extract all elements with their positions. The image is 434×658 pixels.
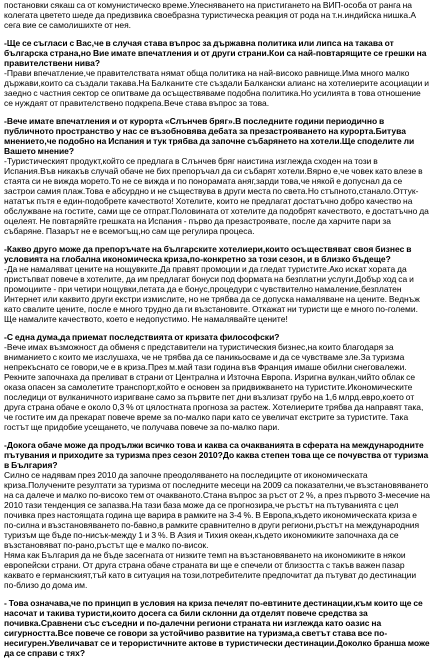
spacer (4, 324, 430, 328)
answer-paragraph: -Прави впечатление,че правителствата нямат обща политика на най-високо равнище.Има много малко държави,които са създали такава.На Балканите сте създали Балкански алианс на хотелиерите асоциации и заедно с частния сектор се опитваме да осъществяваме подобна политика.Но усилията в това отношение се нуждаят от правителствено подкрепа.Вече става въпрос за това. (4, 68, 429, 108)
question-paragraph: -Ще се съгласи с Вас,че в случая става въпрос за държавна политика или липса на такава от българска страна,но Вие имате впечатления и от други страни.Кои са най-повтарящите се грешки на правителствени нива? (4, 38, 427, 68)
question-paragraph: -Вече имате впечатления и от курорта «Слънчев бряг».В последните години периодично в публичното пространство у нас се възобновява дебата за презастрояването на курорта.Битува мнението,че подобно на Испания и тук трябва да започне събарянето на хотели.Ще споделите ли Вашето мнение? (4, 116, 415, 156)
question-paragraph: -Докога обаче може да продължи всичко това и каква са очакванията в сферата на международните пътувания и приходите за туризма през сезон 2010?До каква степен това ще се почувства от туризма в България? (4, 440, 429, 470)
question-paragraph: - Това означава,че по принцип в условия на криза печелят по-евтините дестинации,към които ще се насочат и такива туристи,които досега са били склонни да отделят повече средства за почивка.Сравнени със съседни и по-далечни региони страната ни изглежда като оазис на сигурността.Все повече се говори за устойчиво развитие на туризма,а светът става все по-несигурен.Увеличават се и терористичните актове в туристически дестинации.Доколко бранша може да се справи с тях? (4, 598, 430, 658)
answer-paragraph: постановки сякаш са от комунистическо време.Улесняването на пристигането на ВИП-особа от ранга на колегата цветето шеде да предизвика своебразна туристическа реакция от рода на т.н.индийска нишка.А сега вие се самолишихте от нея. (4, 0, 417, 30)
spacer (4, 30, 430, 34)
answer-paragraph: Няма как България да не бъде засегната от низките темп на възстановяването на икономиките в някои европейски страни. От друга страна обаче страната ви ще е спечели от близостта с такъв важен пазар каквато е германският,тъй като в ситуация на този,потребителите предпочитат да пътуват до дестинации по-близо до дома им. (4, 550, 417, 590)
answer-paragraph: Силно се надявам през 2010 да започне преодоляването на последиците от икономическата криза.Получените резултати за туризма от последните месеци на 2009 са показателни,че възстановяването на са далече и малко по-високо тем от очакваното.Стана въпрос за ръст от 2 %, а през първото 3-месечие на 2010 тази тенденция се запазва.На тази база може да се прогнозира,че ръстът на пътуванията с цел почивка през настоящата година ще варира в рамките на 3-4 %. В Европа,където икономическата криза е по-силна и възстановяването по-бавно,в рамките сравнително в други региони,ръстът на международния туризъм ще бъде по-нисък-между 1 и 3 %. В Азия и Тихия океан,където икономиките започнаха да се възстановяват по-рано,ръстът ще е малко по-висок. (4, 470, 430, 550)
spacer (4, 236, 430, 240)
question-paragraph: -С една дума,да приемат последствията от кризата философски? (4, 332, 280, 342)
answer-paragraph: -Вече имах възможност да обменя с представители на туристическия бизнес,на които благодаря за вниманието с които ме изслушаха, че не трябва да се паникьосваме и да се чувстваме зле.За туризма непрекъснато се говори,че е в криза.През м.май тази година във Франция имаше обилни снеговалежи. Рекните започнаха да преливат в страни от Централна и Източна Европа. Изригна вулкан,чийто облак се оказа опасен за самолетите транспорт,който е основен за придвижването на туристите.Икономическите последици от вулканичното изригване само за първите пет дни възлизат грубо на 1,6 млрд.евро,което от друга страна обаче е около 0,3 % от цялостната прогноза за растеж. Хотелиерите трябва да направят така, че гостите им да прекарат повече време за по-малко пари като се увеличат екстрите за туристите. Така гостът ще придобие усещането, че получава повече за по-малко пари. (4, 342, 424, 432)
spacer (4, 590, 430, 594)
answer-paragraph: -Да не намаляват цените на нощувките.Да правят промоции и да гледат туристите.Ако искат хората да пристъпват повече в хотелите, да им предлагат бонуси под формата на безплатни услуги.Добър ход са и промоциите - при четири нощувки,петата да е бонус,процедури с чувствително намаление,безплатен Интернет или каквито други екстри измислите, но не трябва да се допуска намаляване на цените. Веднъж като свалите цените, после е много трудно да ги възстановите. Откажат ни туристи ще е много по-големи. Ще намалите качеството, което е недопустимо. Не намалявайте цените! (4, 264, 420, 324)
spacer (4, 108, 430, 112)
answer-paragraph: -Туристическият продукт,който се предлага в Слънчев бряг наистина изглежда сходен на този в Испания.Във никакъв случай обаче не бих препоръчал да си събарят хотели.Вярно е,че човек като влезе в стаята си не вижда морето.То не се вижда и по понорамата аняг,зарди това,че някой е допуснал да се застрои самия плаж.Това е абсурдно и не съществува в други места по света.Но стъпното,станало.Оттук-нататък пътя е един-подобрете качеството! Хотелите, които не предлагат достатъчно добро качество на обслужване на гостите, сами ще се отпрат.Половината от хотелите да подобрят качеството, е достатъчно да оцелеят. Не повтаряйте грешката на Испания - първо да презастроявате, после да харчите пари за събаряне. Пазарът не е всемогъщ,но сам ще регулира процеса. (4, 156, 429, 236)
question-paragraph: -Какво друго може да препоръчате на българските хотелиери,които осъществяват своя бизнес в условията на глобална икономическа криза,по-конкретно за този сезон, и в близко бъдеще? (4, 244, 412, 264)
spacer (4, 432, 430, 436)
